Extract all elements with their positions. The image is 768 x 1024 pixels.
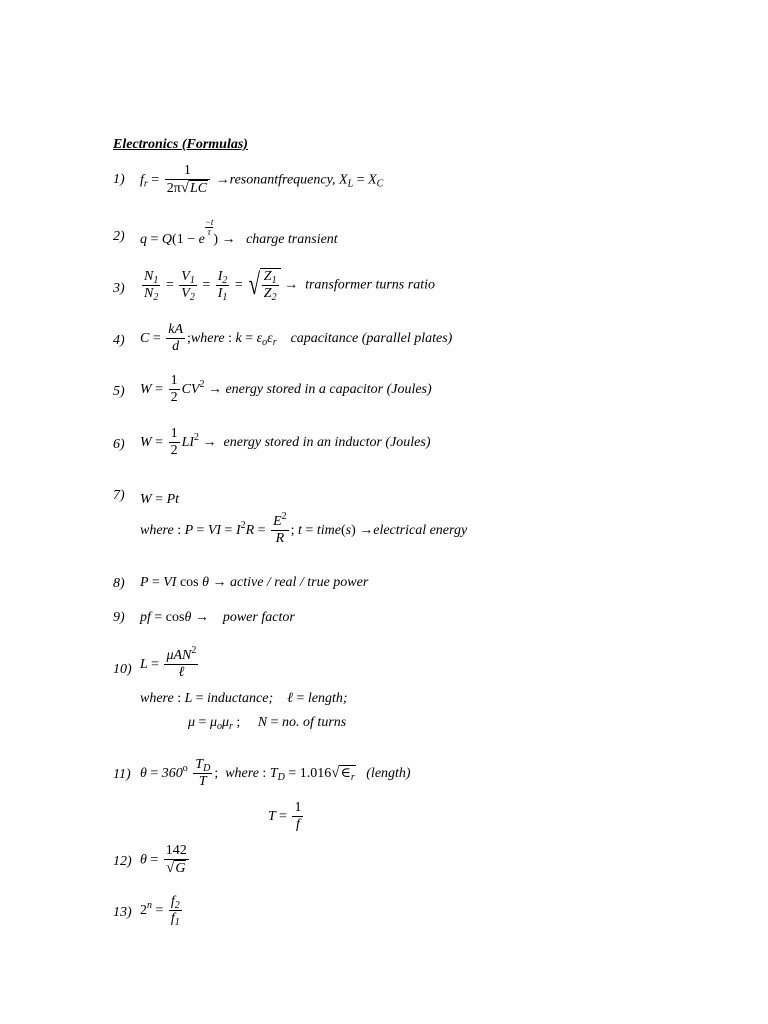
page-title: Electronics (Formulas): [113, 137, 248, 152]
formula-7-energy: W = Pt: [140, 492, 180, 507]
formula-number-12: 12): [113, 854, 132, 869]
formula-8-active-power: P = VI cos θ → active / real / true power: [140, 575, 369, 590]
formula-10-description-inductance: inductance;: [207, 691, 274, 706]
formula-7-description: electrical energy: [373, 522, 468, 538]
formula-10-mu-line: $\mu = \mu_o\mu_r$ ; N = no. of turns: [188, 715, 347, 732]
formula-number-2: 2): [113, 229, 125, 244]
formula-6-description: energy stored in an inductor (Joules): [223, 434, 431, 450]
formula-9-power-factor: pf = cosθ → power factor: [140, 610, 295, 625]
formula-11-period: T = $\frac{1}{f}$: [268, 800, 302, 833]
formula-number-8: 8): [113, 576, 125, 591]
formula-5-capacitor-energy: W = $\frac{1}{2}$ $CV^2$ → energy stored in a capacitor (Joules): [140, 373, 432, 406]
formula-4-description: capacitance (parallel plates): [290, 330, 453, 346]
formula-13-frequency-ratio: 2$^n$ = $\frac{f_2}{f_1}$: [140, 894, 180, 929]
formula-number-11: 11): [113, 767, 131, 782]
formula-number-7: 7): [113, 488, 125, 503]
formula-number-4: 4): [113, 333, 125, 348]
formula-2-description: charge transient: [246, 232, 338, 247]
formula-11-phase-angle: $\theta = 360^o$ $\frac{T_D}{T}$ ; where : $T_D$ = $1.016√\in_r$ (length): [140, 757, 411, 790]
formula-11-description: (length): [366, 765, 411, 781]
formula-1-description: resonantfrequency,: [229, 172, 336, 188]
formula-number-6: 6): [113, 437, 125, 452]
formula-10-description-length: length;: [307, 691, 348, 706]
formula-6-inductor-energy: W = $\frac{1}{2}$ $LI^2$ → energy stored in an inductor (Joules): [140, 426, 431, 459]
formula-number-1: 1): [113, 172, 125, 187]
formula-4-capacitance: C = $\frac{kA}{d}$ ;where : $k = \varepsilon_o\varepsilon_r$ capacitance (parallel plates): [140, 322, 453, 355]
formula-10-where-line: where : L = inductance; ℓ = length;: [140, 691, 348, 706]
formula-number-5: 5): [113, 384, 125, 399]
formula-number-13: 13): [113, 905, 132, 920]
formula-2-charge-transient: q = Q(1 − e $\frac{-t}{\tau}$ ) → charge transient: [140, 217, 338, 247]
formula-10-inductance: L = $\frac{\mu AN^2}{\text{ℓ}}$: [140, 645, 197, 681]
formula-1-resonant-frequency: $f_r$ = $\frac{1}{2\pi√LC}$ →resonantfrequency, $X_L = X_C$: [140, 163, 384, 197]
formula-12-theta: θ = $\frac{142}{√G}$: [140, 843, 187, 877]
formula-9-description: power factor: [222, 610, 295, 625]
formula-number-10: 10): [113, 662, 132, 677]
formula-number-9: 9): [113, 610, 125, 625]
formula-3-transformer-ratio: $\frac{N_1}{N_2}$ = $\frac{V_1}{V_2}$ = $\frac{I_2}{I_1}$ = √ $\frac{Z_1}{Z_2}$ → transformer turns ratio: [144, 268, 435, 304]
formula-number-3: 3): [113, 281, 125, 296]
formula-5-description: energy stored in a capacitor (Joules): [225, 381, 432, 397]
formula-7-where-line: where : P = VI = $I^2R$ = $\frac{E^2}{R}$ ; t = time(s) →electrical energy: [140, 511, 468, 547]
formula-10-description-turns: no. of turns: [282, 715, 347, 730]
formula-8-description: active / real / true power: [230, 575, 369, 590]
formula-3-description: transformer turns ratio: [305, 277, 435, 293]
